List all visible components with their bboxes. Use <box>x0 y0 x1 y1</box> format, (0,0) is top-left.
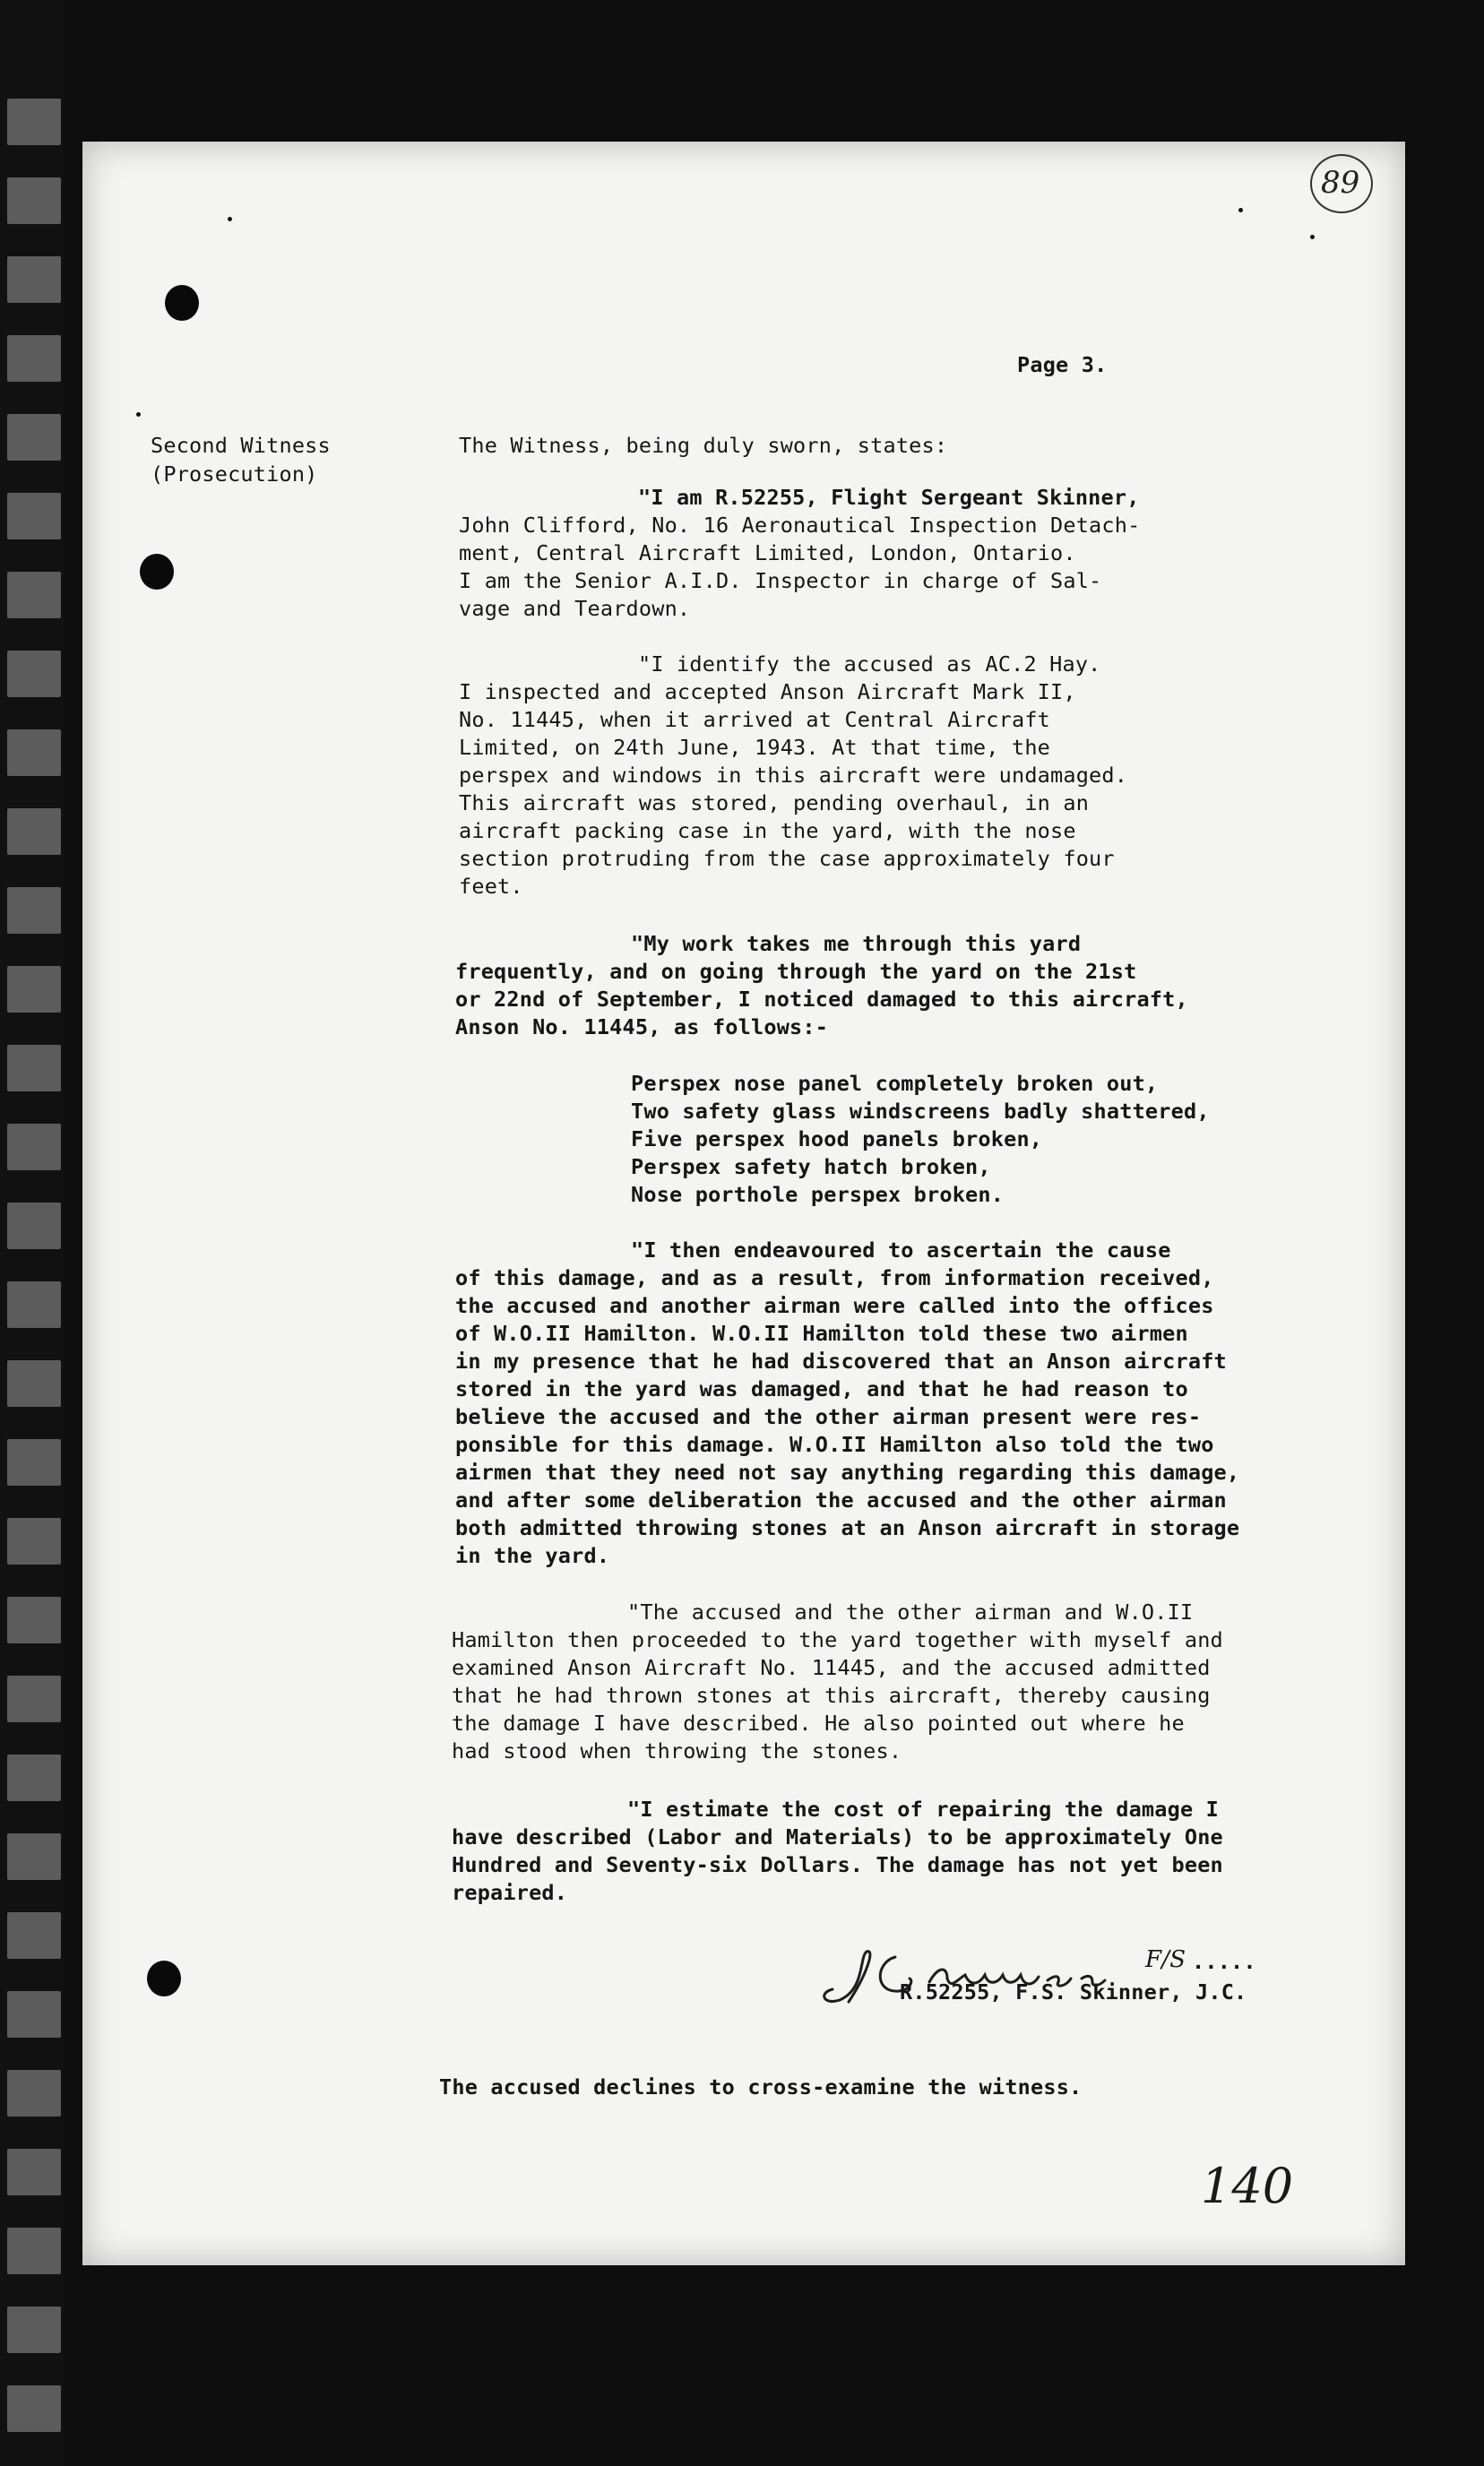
film-sprocket <box>7 1676 61 1722</box>
film-sprocket <box>7 1912 61 1959</box>
text-line: both admitted throwing stones at an Anson aircraft in storage <box>455 1515 1240 1540</box>
film-sprocket <box>7 1281 61 1328</box>
film-sprocket <box>7 2070 61 2117</box>
text-line: and after some deliberation the accused and the other airman <box>455 1487 1227 1513</box>
signature-line: R.52255, F.S. Skinner, J.C. <box>900 1979 1247 2005</box>
film-sprocket <box>7 887 61 934</box>
film-sprocket <box>7 1045 61 1091</box>
margin-heading-line: (Prosecution) <box>151 461 318 487</box>
film-sprocket <box>7 1360 61 1407</box>
damage-item: Perspex safety hatch broken, <box>631 1154 991 1179</box>
film-sprocket <box>7 1755 61 1801</box>
closing-statement: The accused declines to cross-examine the witness. <box>439 2074 1083 2100</box>
film-sprocket <box>7 1597 61 1643</box>
film-sprocket <box>7 1833 61 1880</box>
punch-hole <box>140 554 174 590</box>
folio-number: 89 <box>1321 165 1360 201</box>
text-line: in my presence that he had discovered that an Anson aircraft <box>455 1349 1227 1374</box>
punch-hole <box>165 285 199 321</box>
film-strip <box>0 0 65 2466</box>
film-sprocket <box>7 177 61 224</box>
text-line: examined Anson Aircraft No. 11445, and the accused admitted <box>452 1655 1211 1680</box>
text-line: of this damage, and as a result, from information received, <box>455 1265 1214 1290</box>
text-line: vage and Teardown. <box>459 596 691 621</box>
text-line: John Clifford, No. 16 Aeronautical Inspection Detach- <box>459 513 1141 538</box>
text-line: have described (Labor and Materials) to be approximately One <box>452 1824 1223 1850</box>
signature-dots: ..... <box>1192 1949 1256 1974</box>
film-sprocket <box>7 1991 61 2038</box>
film-sprocket <box>7 1203 61 1249</box>
text-line: "I then endeavoured to ascertain the cause <box>631 1237 1171 1263</box>
damage-item: Two safety glass windscreens badly shattered, <box>631 1099 1210 1124</box>
text-line: I inspected and accepted Anson Aircraft Mark II, <box>459 679 1076 704</box>
text-line: I am the Senior A.I.D. Inspector in charge of Sal- <box>459 568 1102 593</box>
intro-line: The Witness, being duly sworn, states: <box>459 433 948 458</box>
text-line: "My work takes me through this yard <box>631 931 1082 956</box>
text-line: Anson No. 11445, as follows:- <box>455 1014 829 1039</box>
text-line: No. 11445, when it arrived at Central Aircraft <box>459 707 1051 732</box>
speck <box>1310 235 1315 239</box>
text-line: Limited, on 24th June, 1943. At that time, the <box>459 735 1051 760</box>
film-sprocket <box>7 572 61 618</box>
text-line: the accused and another airman were called into the offices <box>455 1293 1214 1318</box>
text-line: "I estimate the cost of repairing the damage I <box>627 1797 1220 1822</box>
film-sprocket <box>7 99 61 145</box>
text-line: Hundred and Seventy-six Dollars. The damage has not yet been <box>452 1852 1223 1877</box>
text-line: section protruding from the case approximately four <box>459 846 1115 871</box>
film-sprocket <box>7 2306 61 2353</box>
film-sprocket <box>7 729 61 776</box>
text-line: This aircraft was stored, pending overhaul, in an <box>459 790 1090 815</box>
film-sprocket <box>7 493 61 539</box>
film-sprocket <box>7 966 61 1013</box>
text-line: believe the accused and the other airman present were res- <box>455 1404 1202 1429</box>
film-sprocket <box>7 2385 61 2432</box>
damage-item: Perspex nose panel completely broken out, <box>631 1071 1159 1096</box>
punch-hole <box>147 1961 181 1996</box>
film-sprocket <box>7 651 61 697</box>
signature-suffix: F/S <box>1145 1946 1186 1973</box>
text-line: "The accused and the other airman and W.O.II <box>627 1599 1194 1625</box>
damage-item: Nose porthole perspex broken. <box>631 1182 1005 1207</box>
film-sprocket <box>7 256 61 303</box>
film-sprocket <box>7 335 61 382</box>
text-line: "I identify the accused as AC.2 Hay. <box>638 651 1101 677</box>
text-line: perspex and windows in this aircraft were undamaged. <box>459 763 1128 788</box>
text-line: of W.O.II Hamilton. W.O.II Hamilton told these two airmen <box>455 1321 1188 1346</box>
text-line: stored in the yard was damaged, and that he had reason to <box>455 1376 1188 1401</box>
handwritten-number: 140 <box>1201 2158 1294 2214</box>
text-line: or 22nd of September, I noticed damaged to this aircraft, <box>455 987 1188 1012</box>
film-sprocket <box>7 2228 61 2274</box>
film-sprocket <box>7 2149 61 2195</box>
film-sprocket <box>7 808 61 855</box>
margin-heading-line: Second Witness <box>151 433 331 458</box>
film-sprocket <box>7 1439 61 1486</box>
text-line: ment, Central Aircraft Limited, London, Ontario. <box>459 540 1076 565</box>
text-line: Hamilton then proceeded to the yard together with myself and <box>452 1627 1223 1652</box>
document-page <box>82 142 1405 2265</box>
film-sprocket <box>7 1518 61 1565</box>
text-line: frequently, and on going through the yard on the 21st <box>455 959 1137 984</box>
text-line: that he had thrown stones at this aircraft, thereby causing <box>452 1683 1211 1708</box>
speck <box>228 217 232 221</box>
speck <box>1238 208 1243 212</box>
text-line: ponsible for this damage. W.O.II Hamilton also told the two <box>455 1432 1214 1457</box>
text-line: repaired. <box>452 1880 568 1905</box>
text-line: had stood when throwing the stones. <box>452 1738 902 1763</box>
page-label: Page 3. <box>1017 352 1108 377</box>
text-line: the damage I have described. He also pointed out where he <box>452 1711 1185 1736</box>
text-line: in the yard. <box>455 1543 610 1568</box>
film-sprocket <box>7 414 61 461</box>
text-line: "I am R.52255, Flight Sergeant Skinner, <box>638 485 1140 510</box>
speck <box>136 412 141 417</box>
text-line: feet. <box>459 874 523 899</box>
text-line: aircraft packing case in the yard, with the nose <box>459 818 1076 843</box>
film-sprocket <box>7 1124 61 1170</box>
text-line: airmen that they need not say anything regarding this damage, <box>455 1460 1240 1485</box>
damage-item: Five perspex hood panels broken, <box>631 1126 1043 1151</box>
